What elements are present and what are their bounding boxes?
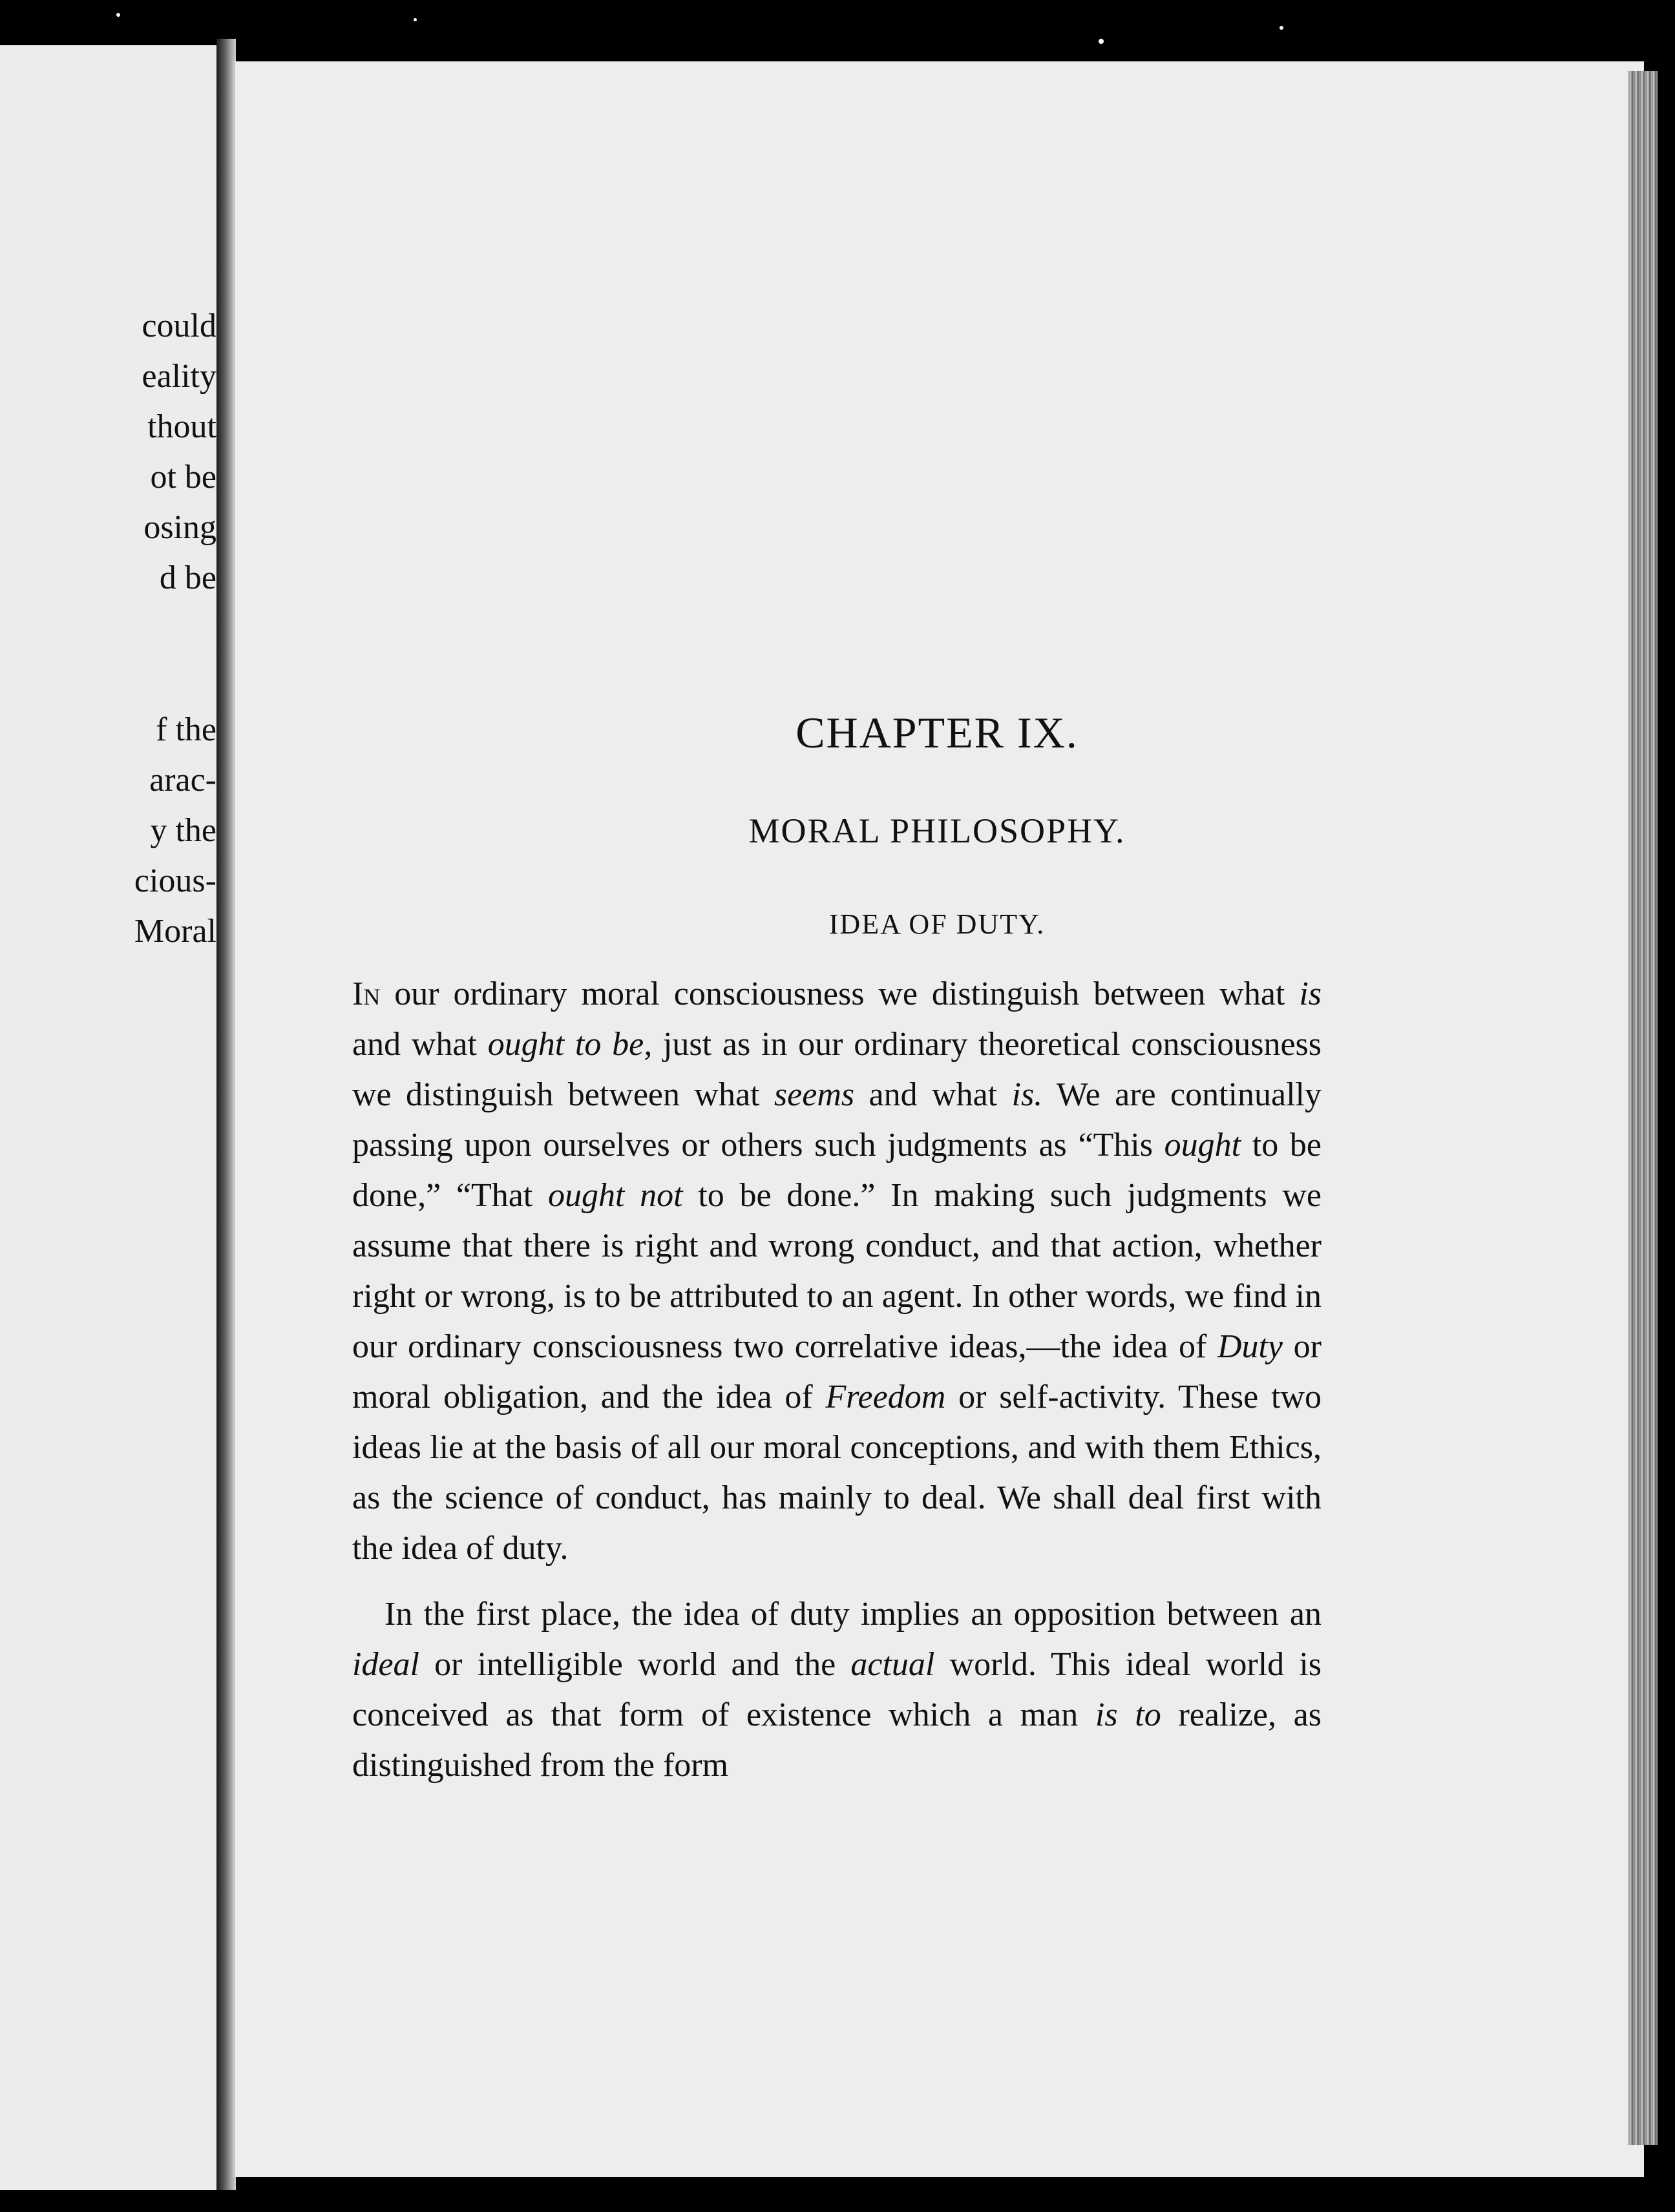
italic-run: ought [1164, 1127, 1241, 1163]
drop-word: In [352, 976, 381, 1012]
left-page-line: osing [143, 509, 216, 546]
left-page-fragment [0, 45, 220, 2190]
left-page-line: thout [147, 408, 216, 445]
text-run: to be done.” In making such judgments we assume that there is right and wrong conduct, and that action, whether right or wrong, is to be attributed to an agent. In other words, we find in our ordinary consciousness two correlative ideas,—the idea of [352, 1177, 1322, 1365]
paragraph-1 [352, 969, 1322, 1574]
chapter-number: CHAPTER IX. [795, 708, 1079, 757]
left-page-line: eality [142, 358, 216, 395]
italic-run: ought to be, [487, 1026, 653, 1063]
text-run: We are continually passing upon ourselves or others such judgments as “This [352, 1076, 1322, 1163]
scan-speck [1280, 26, 1283, 30]
left-page-line: cious- [134, 862, 216, 899]
text-run: just as in our ordinary theoretical consciousness we distinguish between what [352, 1026, 1322, 1113]
text-run: to be done,” “That [352, 1127, 1322, 1214]
italic-run: ought not [547, 1177, 683, 1214]
text-run: realize, as distinguished from the form [352, 1696, 1322, 1784]
chapter-title: MORAL PHILOSOPHY. [748, 811, 1126, 850]
italic-run: actual [850, 1646, 935, 1683]
scan-speck [414, 18, 417, 21]
text-run: and what [854, 1076, 1012, 1113]
italic-run: Freedom [825, 1379, 946, 1415]
left-page-line: arac- [149, 762, 216, 798]
section-title: IDEA OF DUTY. [828, 908, 1046, 940]
page-edges [1628, 71, 1658, 2145]
italic-run: Duty [1217, 1328, 1283, 1365]
left-page-line: Moral [134, 913, 216, 950]
scan-speck [1099, 39, 1104, 44]
text-run: world. This ideal world is conceived as that form of existence which a man [352, 1646, 1322, 1733]
left-page-line: y the [150, 812, 216, 849]
text-run: In the first place, the idea of duty implies an opposition between an [385, 1596, 1322, 1633]
paragraph-2 [352, 1589, 1322, 1791]
scan-speck [116, 13, 120, 17]
text-run: and what [352, 1026, 488, 1063]
left-page-line: could [142, 308, 216, 344]
chapter-body [352, 969, 1322, 1791]
text-run: our ordinary moral consciousness we distinguish between what [380, 976, 1300, 1012]
text-run: or intelligible world and the [419, 1646, 851, 1683]
text-run: or moral obligation, and the idea of [352, 1328, 1322, 1415]
italic-run: is [1299, 976, 1322, 1012]
italic-run: seems [774, 1076, 855, 1113]
italic-run: is. [1011, 1076, 1043, 1113]
left-page-line: d be [159, 559, 216, 596]
text-run: or self-activity. These two ideas lie at the basis of all our moral conceptions, and with them Ethics, as the science of conduct, has mainly to deal. We shall deal first with the idea of duty. [352, 1379, 1322, 1567]
italic-run: is to [1095, 1696, 1161, 1733]
italic-run: ideal [352, 1646, 419, 1683]
left-page-line: ot be [150, 459, 216, 496]
left-page-line: f the [156, 711, 216, 748]
